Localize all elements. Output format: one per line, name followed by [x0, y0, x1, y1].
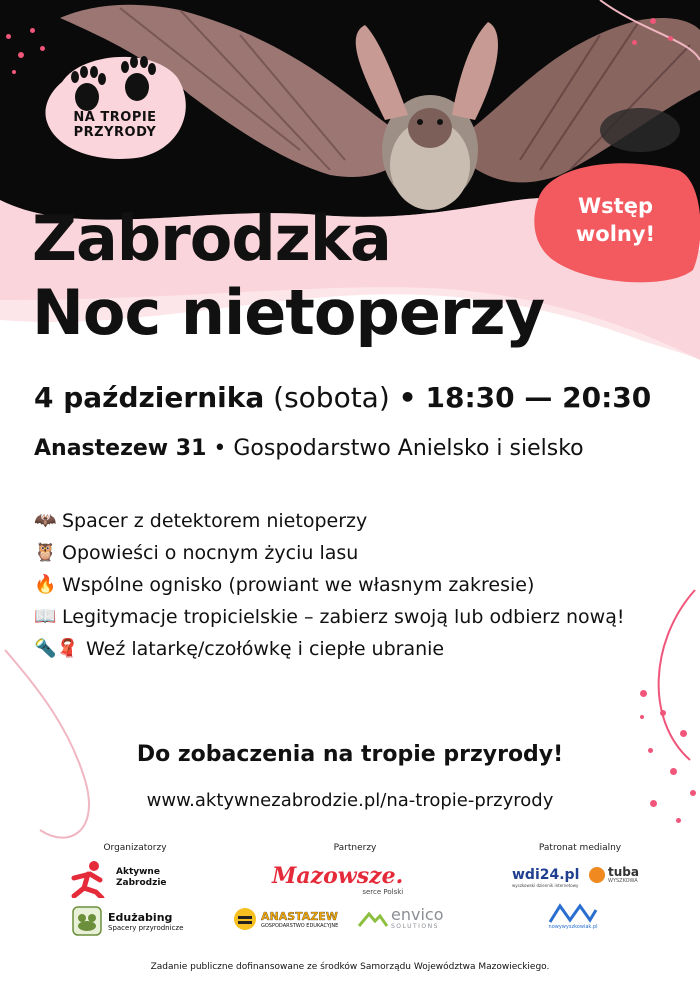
logo-text — [52, 110, 178, 140]
envico-sub: SOLUTIONS — [391, 923, 439, 930]
decor-dot — [680, 730, 687, 737]
event-place — [34, 434, 684, 464]
fire-icon: 🔥 — [34, 574, 57, 595]
list-item-text: Weź latarkę/czołówkę i ciepłe ubranie — [86, 638, 445, 660]
place-separator: • — [213, 436, 227, 461]
list-item — [34, 537, 654, 569]
anastazew-sub: GOSPODARSTWO EDUKACYJNE — [261, 922, 339, 929]
eduzabing-sub: Spacery przyrodnicze — [108, 923, 184, 932]
decor-dot — [650, 18, 656, 24]
list-item-text: Opowieści o nocnym życiu lasu — [62, 542, 359, 564]
mazowsze-name: Mazowsze. — [272, 863, 404, 889]
logo-line-1: NA TROPIE — [73, 110, 157, 125]
bee-icon — [232, 906, 258, 932]
date-separator: • — [398, 381, 417, 414]
list-item-text: Wspólne ognisko (prowiant we własnym zakresie) — [62, 574, 535, 596]
eduzabing-name: Edużabing — [108, 910, 173, 924]
owl-icon: 🦉 — [34, 542, 57, 563]
nowywyszkowiak-logo — [548, 902, 598, 930]
nowywyszkowiak-sub: nowywyszkowiak.pl — [548, 924, 598, 930]
decor-dot — [18, 52, 24, 58]
decor-dot — [6, 34, 11, 39]
aktywne-zabrodzie-logo — [70, 858, 167, 898]
place-venue: Gospodarstwo Anielsko i sielsko — [233, 436, 584, 461]
closing-text: Do zobaczenia na tropie przyrody! — [136, 742, 564, 767]
badge-line-1: Wstęp — [578, 194, 653, 218]
runner-icon — [70, 858, 110, 898]
tuba-icon — [588, 866, 606, 884]
bat-icon: 🦇 — [34, 510, 57, 531]
wdi24-sub: wyszkowski dziennik internetowy — [512, 883, 579, 888]
mazowsze-sub: serce Polski — [362, 888, 404, 896]
tuba-logo — [588, 866, 639, 884]
wdi24-logo — [512, 868, 579, 888]
activity-list — [34, 505, 654, 665]
list-item-text: Spacer z detektorem nietoperzy — [62, 510, 368, 532]
mountain-icon — [358, 908, 388, 928]
decor-dot — [676, 818, 681, 823]
list-item-text: Legitymacje tropicielskie – zabierz swoją lub odbierz nową! — [62, 606, 625, 628]
date-day: 4 października — [34, 381, 265, 414]
decor-dot — [640, 690, 647, 697]
aktywne-line-2: Zabrodzie — [116, 878, 167, 888]
decor-dot — [30, 28, 35, 33]
title-line-2: Noc nietoperzy — [32, 276, 545, 349]
date-time: 18:30 — 20:30 — [425, 381, 652, 414]
list-item — [34, 633, 654, 665]
decor-dot — [12, 70, 16, 74]
book-icon: 📖 — [34, 606, 57, 627]
list-item — [34, 505, 654, 537]
list-item — [34, 601, 654, 633]
tuba-name: tuba — [608, 865, 639, 879]
event-date — [34, 380, 684, 416]
decor-dot — [668, 36, 673, 41]
website-link[interactable]: www.aktywnezabrodzie.pl/na-tropie-przyrody — [146, 790, 554, 811]
nw-icon — [548, 902, 598, 924]
title-line-1: Zabrodzka — [32, 202, 391, 275]
footer-note: Zadanie publiczne dofinansowane ze środków Samorządu Województwa Mazowieckiego. — [150, 962, 550, 972]
wdi24-name: wdi24.pl — [512, 867, 580, 883]
decor-dot — [40, 46, 45, 51]
badge-line-2: wolny! — [575, 222, 656, 246]
list-item — [34, 569, 654, 601]
mazowsze-logo — [272, 864, 403, 896]
event-title — [32, 202, 652, 350]
aktywne-line-1: Aktywne — [116, 867, 160, 877]
envico-name: envico — [391, 905, 444, 924]
partners-label: Partnerzy — [333, 843, 377, 853]
decor-dot — [640, 715, 644, 719]
flashlight-scarf-icon: 🔦🧣 — [34, 638, 79, 659]
logo-badge — [42, 52, 188, 162]
tuba-sub: WYSZKOWA — [608, 878, 638, 884]
anastazew-logo — [232, 906, 338, 932]
decor-dot — [632, 40, 637, 45]
eduzabing-logo — [72, 906, 183, 936]
media-label: Patronat medialny — [538, 843, 622, 853]
date-weekday: (sobota) — [273, 381, 390, 414]
anastazew-name: ANASTAZEW — [261, 909, 338, 923]
envico-logo — [358, 906, 443, 930]
place-address: Anastezew 31 — [34, 436, 207, 461]
decor-dot — [660, 710, 666, 716]
logo-line-2: PRZYRODY — [73, 125, 157, 140]
organizers-label: Organizatorzy — [103, 843, 167, 853]
frog-icon — [72, 906, 102, 936]
